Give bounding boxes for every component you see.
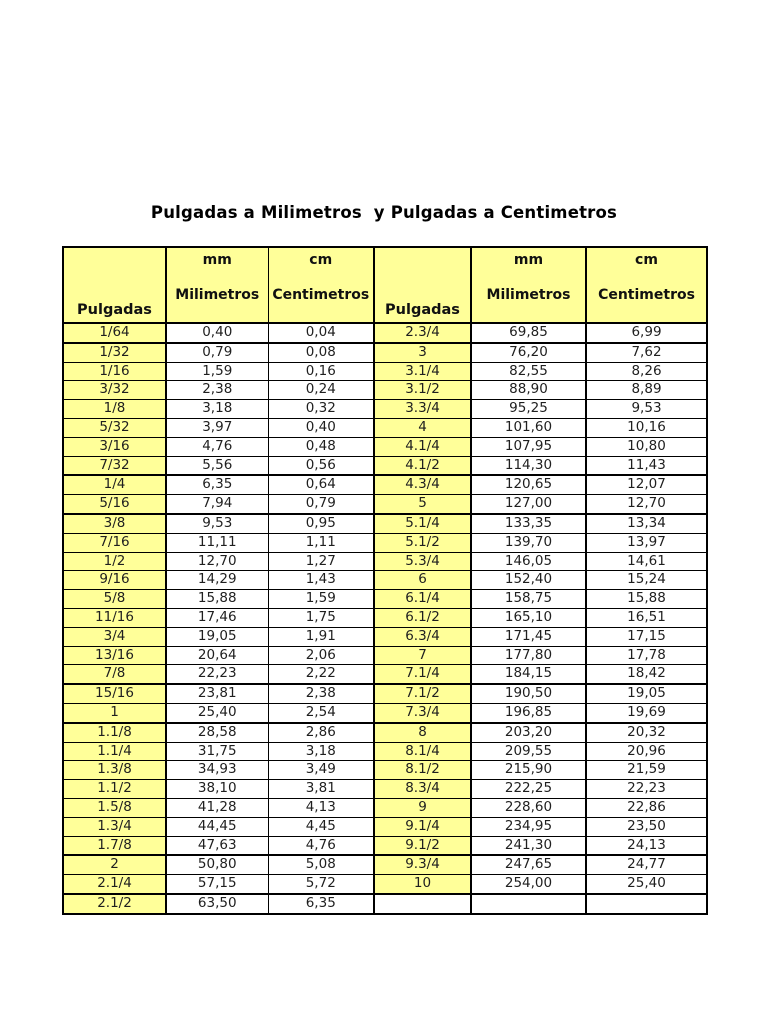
centimeters-cell: 13,97 bbox=[586, 533, 707, 552]
table-row bbox=[63, 323, 707, 343]
inches-cell: 11/16 bbox=[63, 608, 166, 627]
centimeters-cell: 0,95 bbox=[268, 514, 374, 533]
inches-cell: 7.3/4 bbox=[374, 703, 471, 722]
centimeters-cell: 2,38 bbox=[268, 684, 374, 703]
inches-cell: 5/32 bbox=[63, 418, 166, 437]
centimeters-cell: 12,07 bbox=[586, 475, 707, 494]
header-cell-pulgadas-right bbox=[374, 247, 471, 323]
millimeters-cell: 69,85 bbox=[471, 323, 586, 343]
centimeters-cell: 3,81 bbox=[268, 780, 374, 799]
inches-cell: 9.1/4 bbox=[374, 817, 471, 836]
millimeters-cell: 7,94 bbox=[166, 495, 268, 514]
table-row bbox=[63, 362, 707, 381]
inches-cell: 3/4 bbox=[63, 627, 166, 646]
centimeters-cell: 1,43 bbox=[268, 571, 374, 590]
cm-left-label: Centimetros bbox=[272, 287, 370, 303]
millimeters-cell: 22,23 bbox=[166, 665, 268, 684]
table-row bbox=[63, 552, 707, 571]
inches-cell: 8.3/4 bbox=[374, 780, 471, 799]
millimeters-cell: 234,95 bbox=[471, 817, 586, 836]
millimeters-cell: 127,00 bbox=[471, 495, 586, 514]
centimeters-cell: 2,54 bbox=[268, 703, 374, 722]
pulgadas-left-label: Pulgadas bbox=[77, 302, 152, 318]
centimeters-cell: 7,62 bbox=[586, 343, 707, 362]
mm-right-label: Milimetros bbox=[486, 287, 571, 303]
centimeters-cell: 12,70 bbox=[586, 495, 707, 514]
page-title: Pulgadas a Milimetros y Pulgadas a Centimetros bbox=[150, 203, 618, 222]
inches-cell: 7.1/2 bbox=[374, 684, 471, 703]
millimeters-cell: 6,35 bbox=[166, 475, 268, 494]
centimeters-cell: 17,78 bbox=[586, 646, 707, 665]
millimeters-cell: 20,64 bbox=[166, 646, 268, 665]
millimeters-cell: 19,05 bbox=[166, 627, 268, 646]
inches-cell: 1/4 bbox=[63, 475, 166, 494]
centimeters-cell: 4,76 bbox=[268, 836, 374, 855]
centimeters-cell: 14,61 bbox=[586, 552, 707, 571]
inches-cell: 1/2 bbox=[63, 552, 166, 571]
centimeters-cell: 20,32 bbox=[586, 723, 707, 742]
inches-cell: 1/64 bbox=[63, 323, 166, 343]
inches-cell: 6.3/4 bbox=[374, 627, 471, 646]
millimeters-cell: 0,40 bbox=[166, 323, 268, 343]
millimeters-cell: 44,45 bbox=[166, 817, 268, 836]
inches-cell: 4 bbox=[374, 418, 471, 437]
header-cell-cm-right bbox=[586, 247, 707, 323]
inches-cell: 1.1/4 bbox=[63, 742, 166, 761]
inches-cell: 15/16 bbox=[63, 684, 166, 703]
millimeters-cell: 4,76 bbox=[166, 437, 268, 456]
centimeters-cell: 0,32 bbox=[268, 400, 374, 419]
centimeters-cell: 1,59 bbox=[268, 590, 374, 609]
inches-cell: 2.1/4 bbox=[63, 875, 166, 894]
millimeters-cell: 76,20 bbox=[471, 343, 586, 362]
millimeters-cell: 190,50 bbox=[471, 684, 586, 703]
millimeters-cell: 133,35 bbox=[471, 514, 586, 533]
millimeters-cell: 15,88 bbox=[166, 590, 268, 609]
table-body bbox=[63, 323, 707, 914]
inches-cell: 6.1/4 bbox=[374, 590, 471, 609]
inches-cell: 1/32 bbox=[63, 343, 166, 362]
centimeters-cell: 18,42 bbox=[586, 665, 707, 684]
inches-cell bbox=[374, 894, 471, 914]
table-row bbox=[63, 761, 707, 780]
centimeters-cell: 19,69 bbox=[586, 703, 707, 722]
millimeters-cell: 12,70 bbox=[166, 552, 268, 571]
cm-right-unit: cm bbox=[635, 252, 658, 268]
centimeters-cell: 1,75 bbox=[268, 608, 374, 627]
millimeters-cell: 31,75 bbox=[166, 742, 268, 761]
centimeters-cell: 3,49 bbox=[268, 761, 374, 780]
conversion-table bbox=[62, 246, 708, 915]
table-row bbox=[63, 456, 707, 475]
inches-cell: 5/16 bbox=[63, 495, 166, 514]
centimeters-cell: 10,80 bbox=[586, 437, 707, 456]
millimeters-cell: 203,20 bbox=[471, 723, 586, 742]
table-row bbox=[63, 703, 707, 722]
centimeters-cell: 17,15 bbox=[586, 627, 707, 646]
millimeters-cell: 247,65 bbox=[471, 855, 586, 874]
centimeters-cell: 2,06 bbox=[268, 646, 374, 665]
centimeters-cell: 8,26 bbox=[586, 362, 707, 381]
millimeters-cell: 9,53 bbox=[166, 514, 268, 533]
centimeters-cell: 23,50 bbox=[586, 817, 707, 836]
millimeters-cell: 196,85 bbox=[471, 703, 586, 722]
millimeters-cell: 228,60 bbox=[471, 798, 586, 817]
inches-cell: 7 bbox=[374, 646, 471, 665]
inches-cell: 6 bbox=[374, 571, 471, 590]
millimeters-cell: 50,80 bbox=[166, 855, 268, 874]
table-row bbox=[63, 343, 707, 362]
inches-cell: 2.1/2 bbox=[63, 894, 166, 914]
millimeters-cell: 209,55 bbox=[471, 742, 586, 761]
inches-cell: 5/8 bbox=[63, 590, 166, 609]
centimeters-cell: 19,05 bbox=[586, 684, 707, 703]
centimeters-cell: 4,13 bbox=[268, 798, 374, 817]
inches-cell: 9 bbox=[374, 798, 471, 817]
millimeters-cell: 165,10 bbox=[471, 608, 586, 627]
centimeters-cell: 6,35 bbox=[268, 894, 374, 914]
millimeters-cell: 171,45 bbox=[471, 627, 586, 646]
centimeters-cell: 5,72 bbox=[268, 875, 374, 894]
centimeters-cell: 11,43 bbox=[586, 456, 707, 475]
millimeters-cell: 95,25 bbox=[471, 400, 586, 419]
centimeters-cell: 0,08 bbox=[268, 343, 374, 362]
inches-cell: 7/32 bbox=[63, 456, 166, 475]
mm-right-unit: mm bbox=[513, 252, 544, 268]
inches-cell: 1/8 bbox=[63, 400, 166, 419]
inches-cell: 3.1/2 bbox=[374, 381, 471, 400]
table-header bbox=[63, 247, 707, 323]
inches-cell: 7.1/4 bbox=[374, 665, 471, 684]
millimeters-cell: 177,80 bbox=[471, 646, 586, 665]
centimeters-cell: 0,24 bbox=[268, 381, 374, 400]
inches-cell: 5 bbox=[374, 495, 471, 514]
centimeters-cell bbox=[586, 894, 707, 914]
centimeters-cell: 24,77 bbox=[586, 855, 707, 874]
cm-left-unit: cm bbox=[309, 252, 333, 268]
inches-cell: 9/16 bbox=[63, 571, 166, 590]
table-row bbox=[63, 514, 707, 533]
table-row bbox=[63, 590, 707, 609]
inches-cell: 3 bbox=[374, 343, 471, 362]
table-row bbox=[63, 875, 707, 894]
table-row bbox=[63, 665, 707, 684]
inches-cell: 5.3/4 bbox=[374, 552, 471, 571]
inches-cell: 3.3/4 bbox=[374, 400, 471, 419]
table-row bbox=[63, 627, 707, 646]
centimeters-cell: 1,27 bbox=[268, 552, 374, 571]
pulgadas-right-label: Pulgadas bbox=[385, 302, 460, 318]
inches-cell: 4.1/4 bbox=[374, 437, 471, 456]
millimeters-cell: 23,81 bbox=[166, 684, 268, 703]
header-row bbox=[63, 247, 707, 323]
table-row bbox=[63, 798, 707, 817]
millimeters-cell: 152,40 bbox=[471, 571, 586, 590]
mm-left-label: Milimetros bbox=[175, 287, 260, 303]
inches-cell: 2 bbox=[63, 855, 166, 874]
centimeters-cell: 22,23 bbox=[586, 780, 707, 799]
centimeters-cell: 6,99 bbox=[586, 323, 707, 343]
centimeters-cell: 8,89 bbox=[586, 381, 707, 400]
millimeters-cell: 11,11 bbox=[166, 533, 268, 552]
inches-cell: 8.1/2 bbox=[374, 761, 471, 780]
centimeters-cell: 10,16 bbox=[586, 418, 707, 437]
table-row bbox=[63, 437, 707, 456]
centimeters-cell: 0,64 bbox=[268, 475, 374, 494]
table-row bbox=[63, 723, 707, 742]
millimeters-cell: 3,97 bbox=[166, 418, 268, 437]
millimeters-cell: 63,50 bbox=[166, 894, 268, 914]
table-row bbox=[63, 571, 707, 590]
inches-cell: 1.1/8 bbox=[63, 723, 166, 742]
inches-cell: 1.3/4 bbox=[63, 817, 166, 836]
inches-cell: 8 bbox=[374, 723, 471, 742]
header-cell-pulgadas-left bbox=[63, 247, 166, 323]
millimeters-cell: 14,29 bbox=[166, 571, 268, 590]
inches-cell: 1.5/8 bbox=[63, 798, 166, 817]
table-row bbox=[63, 533, 707, 552]
inches-cell: 10 bbox=[374, 875, 471, 894]
centimeters-cell: 0,48 bbox=[268, 437, 374, 456]
centimeters-cell: 24,13 bbox=[586, 836, 707, 855]
inches-cell: 4.1/2 bbox=[374, 456, 471, 475]
centimeters-cell: 15,88 bbox=[586, 590, 707, 609]
inches-cell: 7/16 bbox=[63, 533, 166, 552]
mm-left-unit: mm bbox=[202, 252, 232, 268]
inches-cell: 8.1/4 bbox=[374, 742, 471, 761]
centimeters-cell: 20,96 bbox=[586, 742, 707, 761]
table-row bbox=[63, 400, 707, 419]
table-row bbox=[63, 495, 707, 514]
millimeters-cell: 0,79 bbox=[166, 343, 268, 362]
inches-cell: 5.1/4 bbox=[374, 514, 471, 533]
millimeters-cell: 107,95 bbox=[471, 437, 586, 456]
centimeters-cell: 13,34 bbox=[586, 514, 707, 533]
millimeters-cell: 146,05 bbox=[471, 552, 586, 571]
millimeters-cell: 222,25 bbox=[471, 780, 586, 799]
table-row bbox=[63, 475, 707, 494]
millimeters-cell: 34,93 bbox=[166, 761, 268, 780]
inches-cell: 1 bbox=[63, 703, 166, 722]
millimeters-cell: 47,63 bbox=[166, 836, 268, 855]
millimeters-cell: 88,90 bbox=[471, 381, 586, 400]
centimeters-cell: 15,24 bbox=[586, 571, 707, 590]
header-cell-mm-left bbox=[166, 247, 268, 323]
millimeters-cell: 184,15 bbox=[471, 665, 586, 684]
inches-cell: 4.3/4 bbox=[374, 475, 471, 494]
inches-cell: 9.3/4 bbox=[374, 855, 471, 874]
millimeters-cell: 139,70 bbox=[471, 533, 586, 552]
centimeters-cell: 21,59 bbox=[586, 761, 707, 780]
millimeters-cell: 38,10 bbox=[166, 780, 268, 799]
table-row bbox=[63, 608, 707, 627]
millimeters-cell: 2,38 bbox=[166, 381, 268, 400]
inches-cell: 1.7/8 bbox=[63, 836, 166, 855]
table-row bbox=[63, 646, 707, 665]
millimeters-cell: 28,58 bbox=[166, 723, 268, 742]
header-cell-cm-left bbox=[268, 247, 374, 323]
centimeters-cell: 4,45 bbox=[268, 817, 374, 836]
inches-cell: 3/8 bbox=[63, 514, 166, 533]
inches-cell: 1.1/2 bbox=[63, 780, 166, 799]
millimeters-cell: 5,56 bbox=[166, 456, 268, 475]
inches-cell: 5.1/2 bbox=[374, 533, 471, 552]
centimeters-cell: 22,86 bbox=[586, 798, 707, 817]
table-row bbox=[63, 817, 707, 836]
centimeters-cell: 0,79 bbox=[268, 495, 374, 514]
centimeters-cell: 25,40 bbox=[586, 875, 707, 894]
centimeters-cell: 2,86 bbox=[268, 723, 374, 742]
centimeters-cell: 0,04 bbox=[268, 323, 374, 343]
centimeters-cell: 9,53 bbox=[586, 400, 707, 419]
millimeters-cell: 114,30 bbox=[471, 456, 586, 475]
table-row bbox=[63, 742, 707, 761]
millimeters-cell: 57,15 bbox=[166, 875, 268, 894]
table-row bbox=[63, 855, 707, 874]
millimeters-cell: 120,65 bbox=[471, 475, 586, 494]
centimeters-cell: 3,18 bbox=[268, 742, 374, 761]
millimeters-cell: 41,28 bbox=[166, 798, 268, 817]
millimeters-cell: 1,59 bbox=[166, 362, 268, 381]
centimeters-cell: 16,51 bbox=[586, 608, 707, 627]
inches-cell: 9.1/2 bbox=[374, 836, 471, 855]
millimeters-cell: 25,40 bbox=[166, 703, 268, 722]
table-row bbox=[63, 381, 707, 400]
centimeters-cell: 2,22 bbox=[268, 665, 374, 684]
centimeters-cell: 1,11 bbox=[268, 533, 374, 552]
millimeters-cell: 254,00 bbox=[471, 875, 586, 894]
inches-cell: 3.1/4 bbox=[374, 362, 471, 381]
inches-cell: 1/16 bbox=[63, 362, 166, 381]
inches-cell: 13/16 bbox=[63, 646, 166, 665]
millimeters-cell bbox=[471, 894, 586, 914]
millimeters-cell: 241,30 bbox=[471, 836, 586, 855]
millimeters-cell: 3,18 bbox=[166, 400, 268, 419]
table-row bbox=[63, 780, 707, 799]
centimeters-cell: 0,40 bbox=[268, 418, 374, 437]
table-row bbox=[63, 418, 707, 437]
inches-cell: 3/16 bbox=[63, 437, 166, 456]
table-row bbox=[63, 836, 707, 855]
inches-cell: 1.3/8 bbox=[63, 761, 166, 780]
inches-cell: 6.1/2 bbox=[374, 608, 471, 627]
centimeters-cell: 1,91 bbox=[268, 627, 374, 646]
cm-right-label: Centimetros bbox=[598, 287, 695, 303]
centimeters-cell: 5,08 bbox=[268, 855, 374, 874]
millimeters-cell: 82,55 bbox=[471, 362, 586, 381]
millimeters-cell: 101,60 bbox=[471, 418, 586, 437]
header-cell-mm-right bbox=[471, 247, 586, 323]
millimeters-cell: 158,75 bbox=[471, 590, 586, 609]
table-row bbox=[63, 684, 707, 703]
inches-cell: 2.3/4 bbox=[374, 323, 471, 343]
centimeters-cell: 0,16 bbox=[268, 362, 374, 381]
millimeters-cell: 17,46 bbox=[166, 608, 268, 627]
inches-cell: 7/8 bbox=[63, 665, 166, 684]
table-row bbox=[63, 894, 707, 914]
millimeters-cell: 215,90 bbox=[471, 761, 586, 780]
centimeters-cell: 0,56 bbox=[268, 456, 374, 475]
inches-cell: 3/32 bbox=[63, 381, 166, 400]
